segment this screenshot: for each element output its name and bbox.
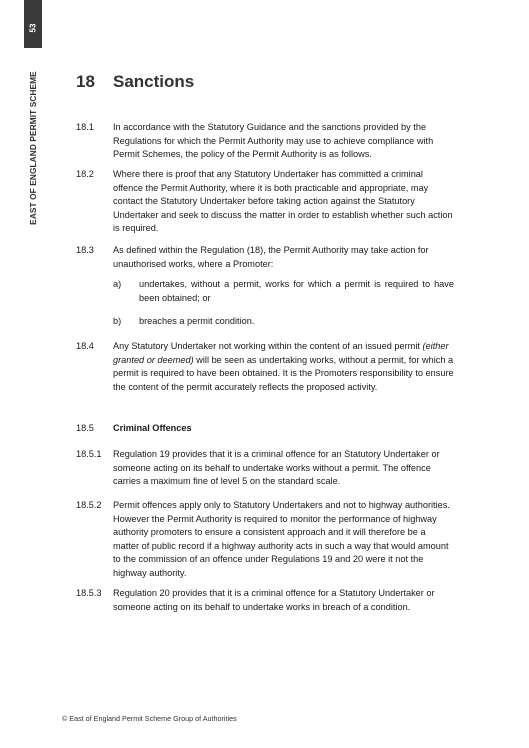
subitem-text: breaches a permit condition. <box>139 316 255 326</box>
paragraph-18-5-1 <box>76 448 454 489</box>
paragraph-text: In accordance with the Statutory Guidance and the sanctions provided by the Regulations for which the Permit Authority may use to achieve compliance with Permit Schemes, the policy of the Permit Authority is as follows. <box>113 122 434 160</box>
paragraph-number: 18.5.2 <box>76 500 102 510</box>
paragraph-text: As defined within the Regulation (18), the Permit Authority may take action for unauthorised works, where a Promoter: <box>113 245 429 269</box>
paragraph-18-1 <box>76 121 454 162</box>
paragraph-text: Regulation 19 provides that it is a criminal offence for an Statutory Undertaker or someone acting on its behalf to undertake works without a permit. The offence carries a maximum fine of level 5 on the standard scale. <box>113 449 440 487</box>
paragraph-number: 18.2 <box>76 169 94 179</box>
paragraph-number: 18.4 <box>76 341 94 351</box>
subitem-b <box>113 315 454 329</box>
paragraph-number: 18.5.3 <box>76 588 102 598</box>
subitem-text: undertakes, without a permit, works for which a permit is required to have been obtained; or <box>139 279 454 303</box>
footer-copyright: © East of England Permit Scheme Group of Authorities <box>62 714 237 723</box>
subitem-label: b) <box>113 316 122 326</box>
paragraph-18-4 <box>76 340 454 394</box>
paragraph-18-5-2 <box>76 499 454 581</box>
subitem-label: a) <box>113 279 122 289</box>
paragraph-text: Where there is proof that any Statutory Undertaker has committed a criminal offence the Permit Authority, where it is both practicable and appropriate, may contact the Statutory Undertaker before taking action against the Statutory Undertaker and seek to discuss the matter in order to establish whether such action is required. <box>113 169 453 234</box>
paragraph-18-2 <box>76 168 454 236</box>
paragraph-text: Permit offences apply only to Statutory Undertakers and not to highway authorities. However the Permit Authority is required to monitor the performance of highway authority promoters to ensure a consistent approach and it will therefore be a matter of public record if a highway authority acts in such a way that would amount to the commission of an offence under Regulations 19 and 20 were it not the highway authority. <box>113 500 450 578</box>
paragraph-18-5-3 <box>76 587 454 614</box>
section-heading <box>76 72 194 92</box>
page-number: 53 <box>28 23 38 33</box>
paragraph-number: 18.1 <box>76 122 94 132</box>
subitem-a <box>113 278 454 305</box>
paragraph-text: Regulation 20 provides that it is a criminal offence for a Statutory Undertaker or someone acting on its behalf to undertake works in breach of a condition. <box>113 588 435 612</box>
side-title: EAST OF ENGLAND PERMIT SCHEME <box>28 71 38 225</box>
paragraph-18-3 <box>76 244 454 271</box>
italic-text: (either granted or deemed) <box>113 341 449 365</box>
section-number: 18 <box>76 72 95 91</box>
paragraph-number: 18.5.1 <box>76 449 102 459</box>
paragraph-text: Any Statutory Undertaker not working within the content of an issued permit (either granted or deemed) will be seen as undertaking works, without a permit, for which a permit is required to have been obtained. It is the Promoters responsibility to ensure the content of the permit accurately reflects the proposed activity. <box>113 341 454 392</box>
subsection-heading: Criminal Offences <box>113 423 192 433</box>
paragraph-number: 18.3 <box>76 245 94 255</box>
section-title: Sanctions <box>113 72 195 91</box>
paragraph-18-5 <box>76 422 454 436</box>
paragraph-number: 18.5 <box>76 423 94 433</box>
